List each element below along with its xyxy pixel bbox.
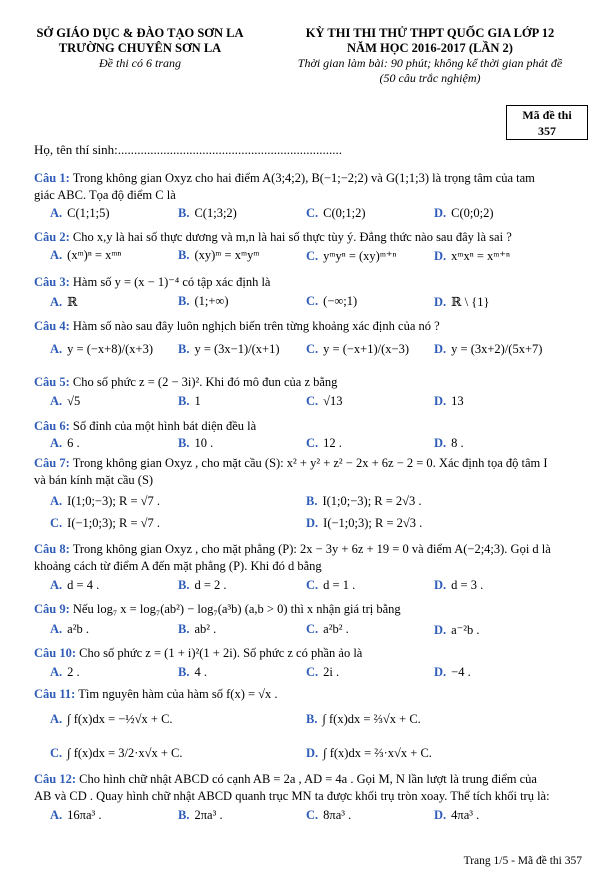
option-b[interactable]: B. 4 . [178, 665, 207, 679]
question-5 [34, 374, 337, 391]
question-count-note: (50 câu trắc nghiệm) [379, 71, 481, 85]
option-a[interactable]: A. 2 . [50, 665, 80, 679]
options-row [34, 394, 594, 412]
option-b[interactable]: B. 10 . [178, 436, 214, 450]
option-d[interactable]: D. d = 3 . [434, 578, 484, 592]
student-name-line: Họ, tên thí sinh:..................................................................... [34, 142, 343, 157]
option-a[interactable]: A. 16πa³ . [50, 808, 102, 822]
department-name: SỞ GIÁO DỤC & ĐÀO TẠO SƠN LA [36, 26, 244, 40]
options-row [34, 746, 594, 764]
option-c[interactable]: C. 12 . [306, 436, 342, 450]
option-d[interactable]: D. ∫ f(x)dx = ⅔·x√x + C. [306, 746, 432, 760]
school-name: TRƯỜNG CHUYÊN SƠN LA [58, 41, 222, 55]
options-row [34, 665, 594, 683]
option-c[interactable]: C. 2i . [306, 665, 340, 679]
exam-code-label: Mã đề thi [522, 108, 572, 122]
option-a[interactable]: A. d = 4 . [50, 578, 100, 592]
question-8 [34, 541, 551, 575]
options-row [34, 342, 594, 360]
option-a[interactable]: A. √5 [50, 394, 81, 408]
question-text: Nếu log₇ x = log₇(ab²) − log₇(a³b) (a,b > 0) thì x nhận giá trị bằng [72, 602, 401, 616]
options-row [34, 622, 594, 640]
option-a[interactable]: A. ∫ f(x)dx = −½√x + C. [50, 712, 173, 726]
option-d[interactable]: D. C(0;0;2) [434, 206, 494, 220]
option-b[interactable]: B. ab² . [178, 622, 217, 636]
question-label: Câu 7: [34, 456, 70, 470]
question-10 [34, 645, 362, 662]
options-row [34, 206, 594, 224]
question-label: Câu 9: [34, 602, 70, 616]
option-a[interactable]: A. I(1;0;−3); R = √7 . [50, 494, 160, 508]
option-d[interactable]: D. 8 . [434, 436, 464, 450]
question-text-cont: giác ABC. Tọa độ điểm C là [34, 188, 176, 202]
option-b[interactable]: B. I(1;0;−3); R = 2√3 . [306, 494, 422, 508]
question-label: Câu 10: [34, 646, 77, 660]
option-c[interactable]: C. d = 1 . [306, 578, 356, 592]
question-text: Cho hình chữ nhật ABCD có cạnh AB = 2a , AD = 4a . Gọi M, N lần lượt là trung điểm của [79, 772, 537, 786]
exam-code-box [506, 105, 588, 140]
question-text: Trong không gian Oxyz cho hai điểm A(3;4;2), B(−1;−2;2) và G(1;1;3) là trọng tâm của tam [72, 171, 535, 185]
question-text: Hàm số nào sau đây luôn nghịch biến trên từng khoảng xác định của nó ? [72, 319, 440, 333]
option-c[interactable]: C. √13 [306, 394, 343, 408]
option-b[interactable]: B. ∫ f(x)dx = ⅔√x + C. [306, 712, 421, 726]
option-c[interactable]: C. (−∞;1) [306, 294, 358, 308]
page-count-note: Đề thi có 6 trang [99, 56, 181, 70]
question-text-cont: AB và CD . Quay hình chữ nhật ABCD quanh trục MN ta được khối trụ tròn xoay. Thể tích khối trụ là: [34, 789, 550, 803]
question-label: Câu 8: [34, 542, 70, 556]
options-row [34, 436, 594, 454]
option-b[interactable]: B. 2πa³ . [178, 808, 223, 822]
question-4 [34, 318, 440, 335]
question-text: Số đỉnh của một hình bát diện đều là [72, 419, 257, 433]
question-text-cont: khoảng cách từ điểm A đến mặt phẳng (P). Khi đó d bằng [34, 559, 322, 573]
question-label: Câu 11: [34, 687, 76, 701]
school-year: NĂM HỌC 2016-2017 (LẦN 2) [347, 41, 513, 55]
question-text: Cho số phức z = (2 − 3i)². Khi đó mô đun của z bằng [72, 375, 338, 389]
option-a[interactable]: A. 6 . [50, 436, 80, 450]
option-d[interactable]: D. ℝ \ {1} [434, 295, 490, 309]
option-a[interactable]: A. ℝ [50, 295, 78, 309]
option-b[interactable]: B. C(1;3;2) [178, 206, 237, 220]
exam-title: KỲ THI THI THỬ THPT QUỐC GIA LỚP 12 [305, 26, 555, 40]
question-1 [34, 170, 535, 204]
option-c[interactable]: C. ∫ f(x)dx = 3/2·x√x + C. [50, 746, 183, 760]
question-2 [34, 229, 512, 246]
question-text: Cho x,y là hai số thực dương và m,n là hai số thực tùy ý. Đẳng thức nào sau đây là sai ? [72, 230, 512, 244]
question-9 [34, 601, 401, 618]
option-b[interactable]: B. y = (3x−1)/(x+1) [178, 342, 280, 356]
question-text: Tìm nguyên hàm của hàm số f(x) = √x . [78, 687, 278, 701]
options-row [34, 494, 594, 512]
option-a[interactable]: A. y = (−x+8)/(x+3) [50, 342, 153, 356]
question-3 [34, 274, 270, 291]
question-text-cont: và bán kính mặt cầu (S) [34, 473, 154, 487]
option-c[interactable]: C. a²b² . [306, 622, 349, 636]
question-12 [34, 771, 550, 805]
question-label: Câu 3: [34, 275, 70, 289]
option-c[interactable]: C. y = (−x+1)/(x−3) [306, 342, 409, 356]
option-c[interactable]: C. yᵐyⁿ = (xy)ᵐ⁺ⁿ [306, 249, 397, 263]
option-d[interactable]: D. 4πa³ . [434, 808, 480, 822]
question-label: Câu 4: [34, 319, 70, 333]
option-c[interactable]: C. I(−1;0;3); R = √7 . [50, 516, 160, 530]
options-row [34, 248, 594, 266]
question-label: Câu 2: [34, 230, 70, 244]
question-label: Câu 1: [34, 171, 70, 185]
question-6 [34, 418, 256, 435]
options-row [34, 808, 594, 826]
exam-code-value: 357 [538, 124, 556, 138]
question-text: Cho số phức z = (1 + i)²(1 + 2i). Số phức z có phần ảo là [79, 646, 363, 660]
option-a[interactable]: A. C(1;1;5) [50, 206, 110, 220]
question-11 [34, 686, 278, 703]
question-label: Câu 5: [34, 375, 70, 389]
options-row [34, 516, 594, 534]
option-c[interactable]: C. 8πa³ . [306, 808, 352, 822]
option-d[interactable]: D. a⁻²b . [434, 623, 480, 637]
time-note: Thời gian làm bài: 90 phút; không kể thời gian phát đề [297, 56, 563, 70]
option-a[interactable]: A. (xᵐ)ⁿ = xᵐⁿ [50, 248, 122, 262]
option-b[interactable]: B. (xy)ᵐ = xᵐyᵐ [178, 248, 260, 262]
options-row [34, 712, 594, 730]
option-d[interactable]: D. xᵐxⁿ = xᵐ⁺ⁿ [434, 249, 510, 263]
question-label: Câu 6: [34, 419, 70, 433]
options-row [34, 578, 594, 596]
option-b[interactable]: B. 1 [178, 394, 201, 408]
option-b[interactable]: B. d = 2 . [178, 578, 227, 592]
question-7 [34, 455, 548, 489]
option-d[interactable]: D. I(−1;0;3); R = 2√3 . [306, 516, 423, 530]
option-d[interactable]: D. 13 [434, 394, 464, 408]
option-d[interactable]: D. −4 . [434, 665, 471, 679]
option-d[interactable]: D. y = (3x+2)/(5x+7) [434, 342, 543, 356]
question-label: Câu 12: [34, 772, 77, 786]
option-b[interactable]: B. (1;+∞) [178, 294, 229, 308]
option-a[interactable]: A. a²b . [50, 622, 89, 636]
page-footer: Trang 1/5 - Mã đề thi 357 [463, 855, 582, 867]
question-text: Trong không gian Oxyz , cho mặt phẳng (P): 2x − 3y + 6z + 19 = 0 và điểm A(−2;4;3). Gọi d là [72, 542, 551, 556]
question-text: Hàm số y = (x − 1)⁻⁴ có tập xác định là [72, 275, 271, 289]
question-text: Trong không gian Oxyz , cho mặt cầu (S): x² + y² + z² − 2x + 6z − 2 = 0. Xác định tọa độ tâm I [72, 456, 548, 470]
options-row [34, 294, 594, 312]
option-c[interactable]: C. C(0;1;2) [306, 206, 366, 220]
